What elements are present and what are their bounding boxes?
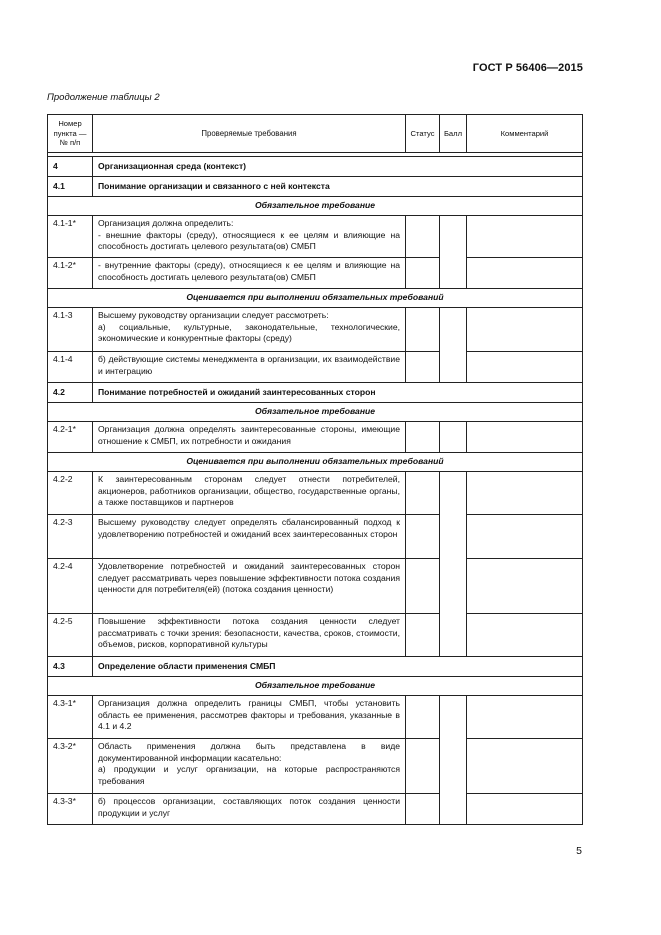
subsection-title: Обязательное требование	[48, 197, 583, 216]
status-cell[interactable]	[406, 794, 440, 825]
comment-cell[interactable]	[467, 739, 583, 794]
row-number: 4.2-4	[48, 559, 93, 614]
requirement-text: Высшему руководству следует определять сбалансированный подход к удовлетворению потребностей и ожиданий всех заинтересованных сторон	[93, 515, 406, 559]
comment-cell[interactable]	[467, 422, 583, 453]
score-cell[interactable]	[440, 422, 467, 453]
table-continuation-caption: Продолжение таблицы 2	[47, 92, 160, 103]
row-number: 4.2-2	[48, 472, 93, 515]
comment-cell[interactable]	[467, 308, 583, 352]
table-row	[48, 216, 583, 258]
requirement-text: Область применения должна быть представлена в виде документированной информации касательно: а) продукции и услуг организации, на которые распространяются требования	[93, 739, 406, 794]
table-row	[48, 258, 583, 289]
row-number: 4.1-3	[48, 308, 93, 352]
subsection-title: Оценивается при выполнении обязательных требований	[48, 289, 583, 308]
column-header-status: Статус	[406, 115, 440, 153]
status-cell[interactable]	[406, 352, 440, 383]
requirement-text: Повышение эффективности потока создания ценности следует рассматривать с точки зрения: безопасности, качества, сроков, стоимости, объемов, рисков, корпоративной культуры	[93, 614, 406, 657]
row-number: 4.3	[48, 657, 93, 677]
table-row	[48, 472, 583, 515]
standard-designation: ГОСТ Р 56406—2015	[472, 62, 583, 74]
table-row	[48, 157, 583, 177]
requirement-text: Удовлетворение потребностей и ожиданий заинтересованных сторон следует рассматривать через повышение эффективности потока создания ценности для потребителя(ей) (потока создания ценности)	[93, 559, 406, 614]
status-cell[interactable]	[406, 472, 440, 515]
row-number: 4.2-1*	[48, 422, 93, 453]
requirement-text: Высшему руководству организации следует рассмотреть: а) социальные, культурные, законодательные, технологические, экономические и конкурентные факторы (среду)	[93, 308, 406, 352]
table-row	[48, 657, 583, 677]
requirement-text: Организация должна определять заинтересованные стороны, имеющие отношение к СМБП, их потребности и ожидания	[93, 422, 406, 453]
section-title: Понимание организации и связанного с ней контекста	[93, 177, 583, 197]
table-row	[48, 794, 583, 825]
table-row	[48, 515, 583, 559]
comment-cell[interactable]	[467, 614, 583, 657]
comment-cell[interactable]	[467, 696, 583, 739]
table-row	[48, 614, 583, 657]
table-row	[48, 383, 583, 403]
table-row	[48, 422, 583, 453]
column-header-number: Номер пункта — № п/п	[48, 115, 93, 153]
section-title: Организационная среда (контекст)	[93, 157, 583, 177]
subsection-title: Обязательное требование	[48, 403, 583, 422]
table-row	[48, 352, 583, 383]
subsection-title: Оценивается при выполнении обязательных требований	[48, 453, 583, 472]
comment-cell[interactable]	[467, 794, 583, 825]
table-row	[48, 197, 583, 216]
status-cell[interactable]	[406, 422, 440, 453]
table-row	[48, 739, 583, 794]
column-header-score: Балл	[440, 115, 467, 153]
requirement-text: - внутренние факторы (среду), относящиеся к ее целям и влияющие на способность достигать целевого результата(ов) СМБП	[93, 258, 406, 289]
table-row	[48, 403, 583, 422]
status-cell[interactable]	[406, 696, 440, 739]
table-row	[48, 289, 583, 308]
row-number: 4.3-1*	[48, 696, 93, 739]
row-number: 4.1-1*	[48, 216, 93, 258]
row-number: 4.1-4	[48, 352, 93, 383]
requirement-text: Организация должна определить: - внешние факторы (среду), относящиеся к ее целям и влияющие на способность достигать целевого результата(ов) СМБП	[93, 216, 406, 258]
requirement-text: Организация должна определить границы СМБП, чтобы установить область ее применения, рассмотрев факторы и требования, указанные в 4.1 и 4.2	[93, 696, 406, 739]
column-header-comment: Комментарий	[467, 115, 583, 153]
table-row	[48, 453, 583, 472]
table-row	[48, 559, 583, 614]
status-cell[interactable]	[406, 739, 440, 794]
status-cell[interactable]	[406, 258, 440, 289]
comment-cell[interactable]	[467, 472, 583, 515]
row-number: 4.3-2*	[48, 739, 93, 794]
score-cell[interactable]	[440, 308, 467, 383]
row-number: 4	[48, 157, 93, 177]
row-number: 4.1	[48, 177, 93, 197]
comment-cell[interactable]	[467, 559, 583, 614]
comment-cell[interactable]	[467, 258, 583, 289]
status-cell[interactable]	[406, 515, 440, 559]
column-header-requirements: Проверяемые требования	[93, 115, 406, 153]
subsection-title: Обязательное требование	[48, 677, 583, 696]
comment-cell[interactable]	[467, 515, 583, 559]
status-cell[interactable]	[406, 559, 440, 614]
comment-cell[interactable]	[467, 352, 583, 383]
section-title: Понимание потребностей и ожиданий заинтересованных сторон	[93, 383, 583, 403]
requirement-text: К заинтересованным сторонам следует отнести потребителей, акционеров, работников организации, общество, государственные органы, а также поставщиков и партнеров	[93, 472, 406, 515]
score-cell[interactable]	[440, 472, 467, 657]
requirement-text: б) процессов организации, составляющих поток создания ценности продукции и услуг	[93, 794, 406, 825]
row-number: 4.2	[48, 383, 93, 403]
table-row	[48, 696, 583, 739]
row-number: 4.2-3	[48, 515, 93, 559]
comment-cell[interactable]	[467, 216, 583, 258]
status-cell[interactable]	[406, 308, 440, 352]
table-row	[48, 677, 583, 696]
requirements-table	[47, 114, 583, 825]
status-cell[interactable]	[406, 614, 440, 657]
table-row	[48, 177, 583, 197]
row-number: 4.2-5	[48, 614, 93, 657]
page-number: 5	[576, 845, 582, 857]
score-cell[interactable]	[440, 696, 467, 825]
score-cell[interactable]	[440, 216, 467, 289]
status-cell[interactable]	[406, 216, 440, 258]
table-row	[48, 308, 583, 352]
row-number: 4.1-2*	[48, 258, 93, 289]
row-number: 4.3-3*	[48, 794, 93, 825]
section-title: Определение области применения СМБП	[93, 657, 583, 677]
requirement-text: б) действующие системы менеджмента в организации, их взаимодействие и интеграцию	[93, 352, 406, 383]
